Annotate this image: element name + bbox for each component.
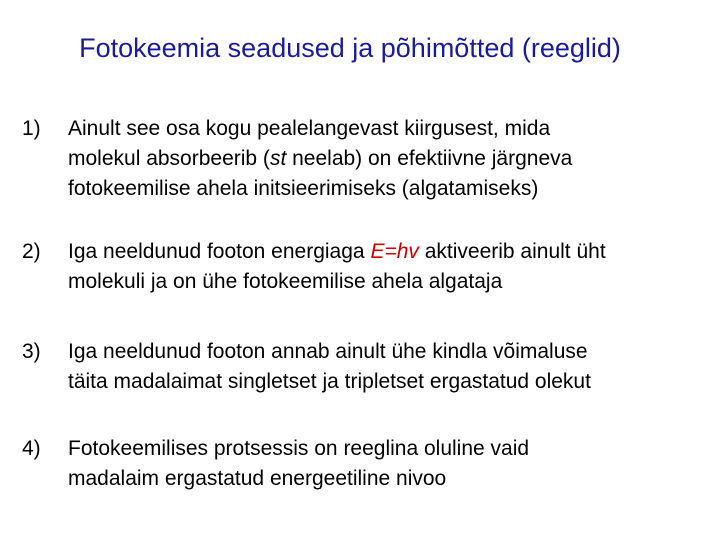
rule-number: 2) bbox=[22, 240, 41, 263]
rule-line: fotokeemilise ahela initsieerimiseks (algatamiseks) bbox=[68, 177, 539, 200]
rule-line: Iga neeldunud footon annab ainult ühe kindla võimaluse bbox=[68, 340, 588, 363]
rule-text bbox=[68, 434, 708, 494]
rule-text bbox=[68, 337, 708, 397]
energy-formula: E=hv bbox=[370, 240, 419, 263]
slide-title: Fotokeemia seadused ja põhimõtted (reeglid) bbox=[79, 33, 621, 63]
rule-text-segment: molekul absorbeerib ( bbox=[68, 147, 270, 170]
rule-number: 4) bbox=[22, 437, 41, 460]
rule-text bbox=[68, 114, 708, 204]
rule-text-segment: Iga neeldunud footon energiaga bbox=[68, 240, 371, 263]
rule-text-segment: neelab) on efektiivne järgneva bbox=[286, 147, 573, 170]
rule-number: 3) bbox=[22, 340, 41, 363]
rule-line: molekuli ja on ühe fotokeemilise ahela algataja bbox=[68, 270, 503, 293]
rule-line: Fotokeemilises protsessis on reeglina oluline vaid bbox=[68, 437, 530, 460]
abbreviation-st: st bbox=[269, 147, 287, 170]
rule-line bbox=[68, 144, 708, 174]
rule-text bbox=[68, 237, 708, 297]
rule-number: 1) bbox=[22, 117, 41, 140]
rule-line: madalaim ergastatud energeetiline nivoo bbox=[68, 467, 447, 490]
rule-line: Ainult see osa kogu pealelangevast kiirgusest, mida bbox=[68, 117, 551, 140]
rule-text-segment: aktiveerib ainult üht bbox=[418, 240, 606, 263]
rule-line: täita madalaimat singletset ja tripletset ergastatud olekut bbox=[68, 370, 591, 393]
rule-line bbox=[68, 237, 708, 267]
